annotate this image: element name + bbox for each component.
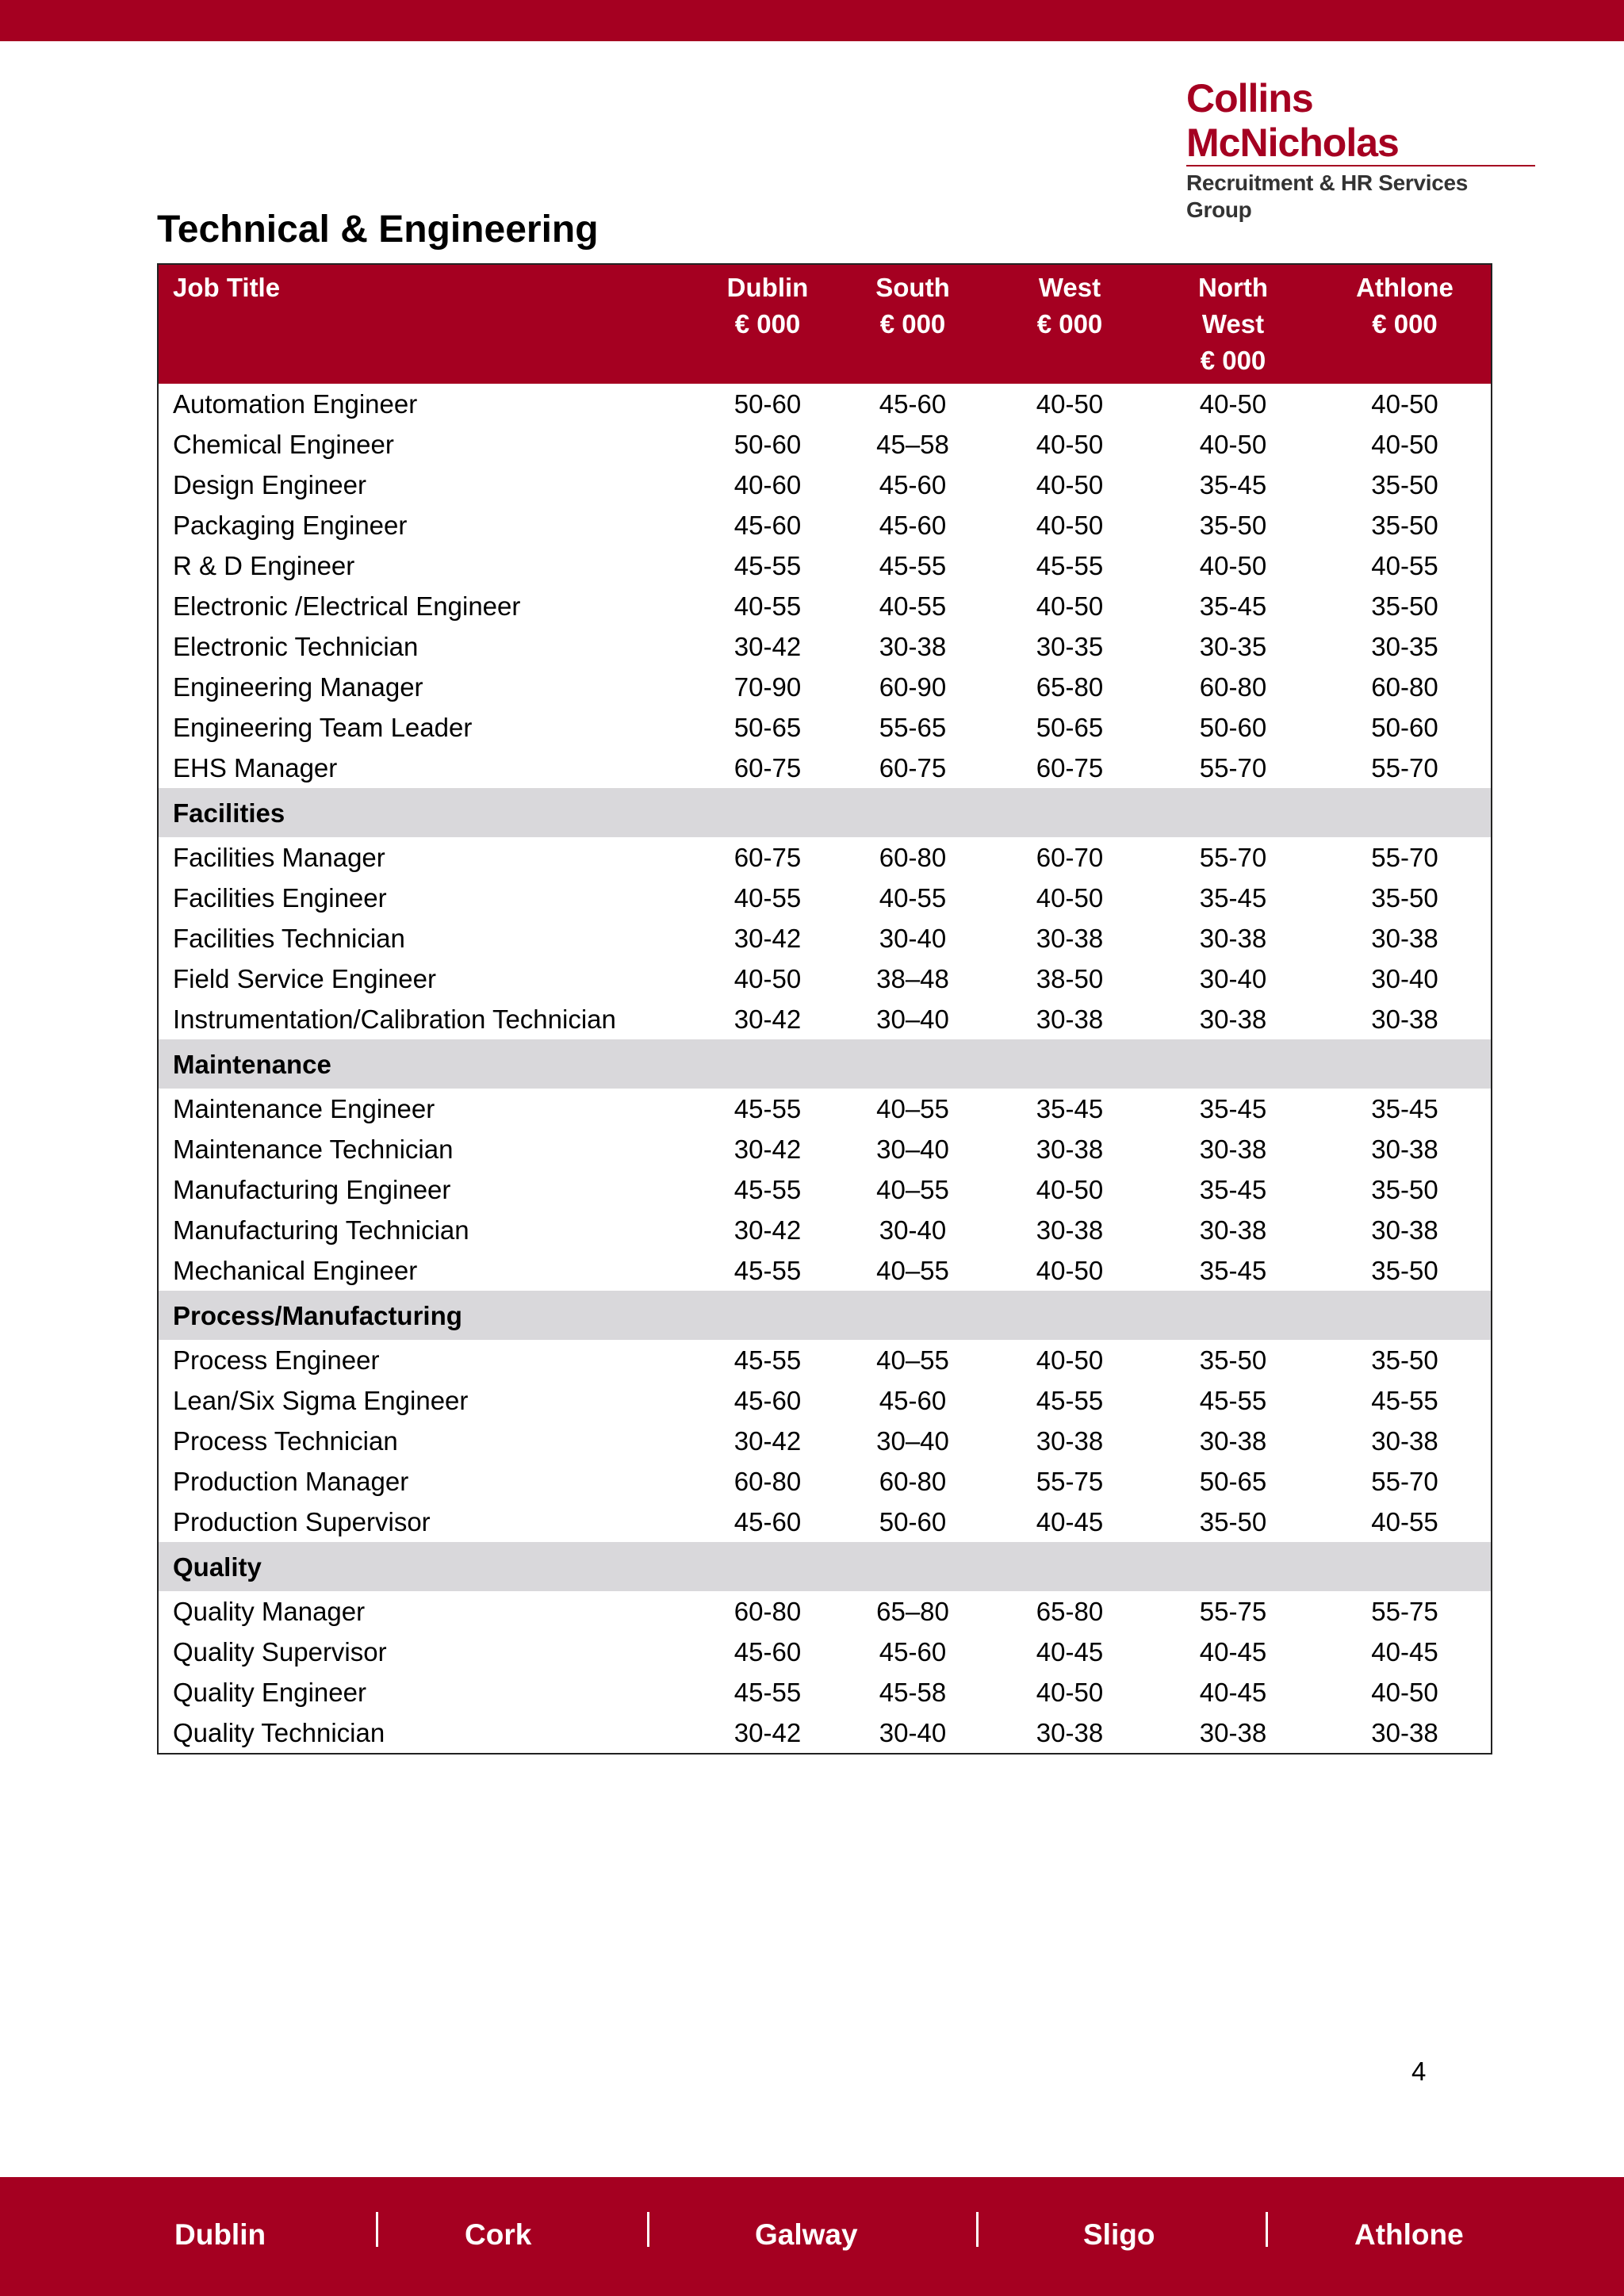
salary-cell-south: 45-60 — [879, 389, 947, 419]
salary-cell-dublin: 30-42 — [733, 1004, 802, 1034]
table-row — [159, 748, 1491, 788]
salary-cell-athlone: 55-70 — [1371, 1467, 1438, 1496]
office-galway: Galway — [755, 2218, 858, 2251]
salary-cell-athlone: 35-50 — [1371, 591, 1438, 621]
salary-cell-north-west: 35-45 — [1199, 1256, 1267, 1285]
salary-cell-west: 30-38 — [1036, 1718, 1104, 1747]
salary-cell-north-west: 45-55 — [1199, 1386, 1267, 1415]
table-row — [159, 384, 1491, 424]
salary-cell-south: 30-40 — [879, 924, 947, 953]
category-label: Maintenance — [159, 1039, 1491, 1089]
salary-cell-south: 40-55 — [879, 591, 947, 621]
salary-cell-south: 45-60 — [879, 1386, 947, 1415]
salary-cell-north-west: 50-65 — [1199, 1467, 1267, 1496]
job-title-cell: Engineering Manager — [173, 672, 423, 702]
salary-cell-south: 45-60 — [879, 470, 947, 499]
salary-cell-dublin: 60-75 — [733, 753, 802, 783]
job-title-cell: Production Supervisor — [173, 1507, 431, 1536]
table-row — [159, 707, 1491, 748]
salary-cell-south: 60-75 — [879, 753, 947, 783]
salary-cell-west: 30-38 — [1036, 1004, 1104, 1034]
salary-cell-south: 40-55 — [879, 883, 947, 913]
salary-cell-dublin: 40-55 — [733, 883, 802, 913]
job-title-cell: Design Engineer — [173, 470, 366, 499]
salary-cell-dublin: 45-60 — [733, 1507, 802, 1536]
salary-cell-dublin: 45-60 — [733, 511, 802, 540]
table-row — [159, 1672, 1491, 1712]
salary-cell-dublin: 70-90 — [733, 672, 802, 702]
salary-cell-dublin: 45-55 — [733, 1345, 802, 1375]
salary-cell-north-west: 30-38 — [1199, 1426, 1267, 1456]
header-north-west-line1: North — [1198, 273, 1268, 302]
job-title-cell: Manufacturing Technician — [173, 1215, 469, 1245]
salary-cell-athlone: 35-50 — [1371, 470, 1438, 499]
salary-cell-west: 40-45 — [1036, 1507, 1104, 1536]
salary-cell-south: 45-60 — [879, 511, 947, 540]
salary-cell-dublin: 50-60 — [733, 389, 802, 419]
office-separator — [647, 2212, 649, 2247]
salary-cell-west: 40-50 — [1036, 389, 1104, 419]
salary-cell-west: 40-50 — [1036, 430, 1104, 459]
salary-cell-dublin: 40-60 — [733, 470, 802, 499]
header-dublin-line2: € 000 — [734, 309, 801, 339]
table-row — [159, 667, 1491, 707]
salary-cell-west: 40-50 — [1036, 591, 1104, 621]
salary-cell-south: 40–55 — [876, 1094, 949, 1123]
salary-cell-dublin: 30-42 — [733, 1718, 802, 1747]
salary-cell-west: 40-50 — [1036, 511, 1104, 540]
salary-cell-north-west: 35-50 — [1199, 511, 1267, 540]
page-number: 4 — [1411, 2057, 1427, 2086]
header-athlone-line2: € 000 — [1372, 309, 1438, 339]
table-row — [159, 1129, 1491, 1169]
salary-cell-dublin: 45-60 — [733, 1637, 802, 1667]
table-body — [159, 384, 1491, 1753]
office-dublin: Dublin — [174, 2218, 266, 2251]
table-row — [159, 1502, 1491, 1542]
salary-cell-north-west: 60-80 — [1199, 672, 1267, 702]
salary-cell-athlone: 30-38 — [1371, 1004, 1438, 1034]
salary-cell-south: 55-65 — [879, 713, 947, 742]
salary-cell-north-west: 35-45 — [1199, 591, 1267, 621]
logo-name: Collins McNicholas — [1186, 76, 1399, 165]
job-title-cell: Quality Manager — [173, 1597, 366, 1626]
header-athlone-line1: Athlone — [1356, 273, 1454, 302]
salary-cell-athlone: 55-70 — [1371, 753, 1438, 783]
header-job-title: Job Title — [159, 265, 702, 384]
salary-cell-south: 40–55 — [876, 1256, 949, 1285]
salary-cell-north-west: 40-50 — [1199, 430, 1267, 459]
salary-cell-athlone: 40-50 — [1371, 389, 1438, 419]
salary-cell-west: 30-35 — [1036, 632, 1104, 661]
salary-cell-south: 45-55 — [879, 551, 947, 580]
salary-cell-dublin: 30-42 — [733, 1426, 802, 1456]
salary-cell-athlone: 40-55 — [1371, 1507, 1438, 1536]
salary-cell-west: 30-38 — [1036, 1426, 1104, 1456]
job-title-cell: Packaging Engineer — [173, 511, 408, 540]
header-north-west-line3: € 000 — [1200, 346, 1266, 375]
salary-cell-dublin: 30-42 — [733, 1135, 802, 1164]
salary-cell-north-west: 40-50 — [1199, 389, 1267, 419]
table-row — [159, 586, 1491, 626]
job-title-cell: Electronic /Electrical Engineer — [173, 591, 521, 621]
header-dublin — [702, 265, 833, 384]
category-row — [159, 788, 1491, 837]
salary-cell-north-west: 55-70 — [1199, 843, 1267, 872]
table-header-row — [159, 265, 1491, 384]
salary-cell-west: 65-80 — [1036, 672, 1104, 702]
salary-cell-athlone: 30-40 — [1371, 964, 1438, 993]
table-row — [159, 1712, 1491, 1753]
header-south-line2: € 000 — [879, 309, 946, 339]
category-row — [159, 1291, 1491, 1340]
salary-cell-dublin: 30-42 — [733, 924, 802, 953]
salary-cell-dublin: 45-55 — [733, 1094, 802, 1123]
salary-cell-south: 40–55 — [876, 1175, 949, 1204]
header-west-line2: € 000 — [1036, 309, 1103, 339]
salary-cell-north-west: 55-75 — [1199, 1597, 1267, 1626]
salary-cell-athlone: 30-38 — [1371, 1135, 1438, 1164]
salary-cell-north-west: 35-45 — [1199, 1175, 1267, 1204]
salary-cell-dublin: 50-65 — [733, 713, 802, 742]
salary-cell-north-west: 35-45 — [1199, 470, 1267, 499]
table-row — [159, 1089, 1491, 1129]
salary-cell-south: 60-80 — [879, 843, 947, 872]
salary-cell-south: 30–40 — [876, 1135, 949, 1164]
salary-cell-athlone: 35-50 — [1371, 1175, 1438, 1204]
salary-cell-athlone: 30-35 — [1371, 632, 1438, 661]
salary-cell-west: 50-65 — [1036, 713, 1104, 742]
job-title-cell: Maintenance Technician — [173, 1135, 454, 1164]
salary-cell-south: 30-40 — [879, 1718, 947, 1747]
category-label: Process/Manufacturing — [159, 1291, 1491, 1340]
job-title-cell: R & D Engineer — [173, 551, 355, 580]
salary-cell-athlone: 55-70 — [1371, 843, 1438, 872]
job-title-cell: Process Technician — [173, 1426, 398, 1456]
salary-cell-north-west: 40-45 — [1199, 1637, 1267, 1667]
salary-cell-south: 45-58 — [879, 1678, 947, 1707]
office-separator — [976, 2212, 979, 2247]
office-athlone: Athlone — [1354, 2218, 1464, 2251]
salary-cell-north-west: 30-38 — [1199, 924, 1267, 953]
salary-cell-north-west: 30-40 — [1199, 964, 1267, 993]
salary-cell-athlone: 40-55 — [1371, 551, 1438, 580]
table-row — [159, 1591, 1491, 1632]
table-row — [159, 918, 1491, 959]
section-title: Technical & Engineering — [157, 209, 599, 251]
salary-cell-south: 30-38 — [879, 632, 947, 661]
salary-cell-athlone: 30-38 — [1371, 1426, 1438, 1456]
job-title-cell: Chemical Engineer — [173, 430, 394, 459]
salary-cell-north-west: 35-45 — [1199, 883, 1267, 913]
table-row — [159, 505, 1491, 545]
salary-cell-athlone: 50-60 — [1371, 713, 1438, 742]
salary-cell-west: 40-50 — [1036, 1678, 1104, 1707]
salary-cell-north-west: 30-38 — [1199, 1718, 1267, 1747]
salary-cell-north-west: 40-45 — [1199, 1678, 1267, 1707]
salary-cell-athlone: 35-45 — [1371, 1094, 1438, 1123]
salary-cell-west: 30-38 — [1036, 924, 1104, 953]
table-row — [159, 424, 1491, 465]
salary-cell-north-west: 40-50 — [1199, 551, 1267, 580]
table-row — [159, 1421, 1491, 1461]
job-title-cell: Lean/Six Sigma Engineer — [173, 1386, 469, 1415]
salary-cell-athlone: 30-38 — [1371, 924, 1438, 953]
job-title-cell: Instrumentation/Calibration Technician — [173, 1004, 616, 1034]
salary-cell-north-west: 30-35 — [1199, 632, 1267, 661]
job-title-cell: Facilities Engineer — [173, 883, 387, 913]
job-title-cell: Production Manager — [173, 1467, 409, 1496]
top-brand-bar — [0, 0, 1624, 41]
office-cork: Cork — [465, 2218, 532, 2251]
salary-cell-dublin: 40-50 — [733, 964, 802, 993]
salary-cell-west: 30-38 — [1036, 1135, 1104, 1164]
header-south — [833, 265, 992, 384]
salary-cell-dublin: 30-42 — [733, 632, 802, 661]
table-row — [159, 465, 1491, 505]
category-label: Facilities — [159, 788, 1491, 837]
salary-cell-north-west: 35-50 — [1199, 1345, 1267, 1375]
salary-cell-south: 30–40 — [876, 1426, 949, 1456]
table-row — [159, 1632, 1491, 1672]
logo-tagline: Recruitment & HR Services Group — [1186, 170, 1469, 222]
salary-cell-west: 38-50 — [1036, 964, 1104, 993]
salary-cell-north-west: 30-38 — [1199, 1135, 1267, 1164]
salary-cell-west: 40-50 — [1036, 1345, 1104, 1375]
salary-cell-dublin: 45-55 — [733, 551, 802, 580]
table-row — [159, 1461, 1491, 1502]
table-row — [159, 959, 1491, 999]
salary-cell-west: 40-50 — [1036, 883, 1104, 913]
table-row — [159, 999, 1491, 1039]
salary-table-container — [157, 263, 1492, 1755]
footer-offices-bar — [0, 2177, 1624, 2296]
salary-cell-north-west: 30-38 — [1199, 1215, 1267, 1245]
salary-cell-south: 60-80 — [879, 1467, 947, 1496]
salary-cell-south: 38–48 — [876, 964, 949, 993]
job-title-cell: Quality Supervisor — [173, 1637, 387, 1667]
job-title-cell: Engineering Team Leader — [173, 713, 473, 742]
salary-cell-south: 30–40 — [876, 1004, 949, 1034]
salary-cell-athlone: 45-55 — [1371, 1386, 1438, 1415]
job-title-cell: Maintenance Engineer — [173, 1094, 435, 1123]
salary-cell-south: 45-60 — [879, 1637, 947, 1667]
salary-cell-athlone: 35-50 — [1371, 1345, 1438, 1375]
salary-cell-west: 35-45 — [1036, 1094, 1104, 1123]
job-title-cell: Automation Engineer — [173, 389, 418, 419]
salary-cell-south: 45–58 — [876, 430, 949, 459]
office-separator — [1266, 2212, 1268, 2247]
salary-cell-west: 40-50 — [1036, 1256, 1104, 1285]
table-row — [159, 1380, 1491, 1421]
header-south-line1: South — [875, 273, 950, 302]
category-label: Quality — [159, 1542, 1491, 1591]
job-title-cell: Facilities Technician — [173, 924, 405, 953]
salary-cell-north-west: 50-60 — [1199, 713, 1267, 742]
job-title-cell: Process Engineer — [173, 1345, 380, 1375]
salary-cell-athlone: 35-50 — [1371, 883, 1438, 913]
salary-cell-dublin: 45-55 — [733, 1175, 802, 1204]
table-row — [159, 837, 1491, 878]
salary-cell-west: 65-80 — [1036, 1597, 1104, 1626]
salary-cell-north-west: 55-70 — [1199, 753, 1267, 783]
salary-table — [159, 265, 1491, 1753]
salary-cell-west: 60-70 — [1036, 843, 1104, 872]
table-row — [159, 1340, 1491, 1380]
office-sligo: Sligo — [1083, 2218, 1155, 2251]
header-dublin-line1: Dublin — [726, 273, 809, 302]
salary-cell-south: 65–80 — [876, 1597, 949, 1626]
salary-cell-north-west: 30-38 — [1199, 1004, 1267, 1034]
table-row — [159, 1210, 1491, 1250]
table-row — [159, 1169, 1491, 1210]
salary-cell-athlone: 30-38 — [1371, 1718, 1438, 1747]
salary-cell-dublin: 60-80 — [733, 1467, 802, 1496]
salary-cell-athlone: 40-45 — [1371, 1637, 1438, 1667]
salary-cell-south: 40–55 — [876, 1345, 949, 1375]
salary-cell-athlone: 40-50 — [1371, 1678, 1438, 1707]
salary-cell-west: 40-50 — [1036, 1175, 1104, 1204]
salary-cell-west: 45-55 — [1036, 551, 1104, 580]
salary-cell-west: 55-75 — [1036, 1467, 1104, 1496]
salary-cell-south: 30-40 — [879, 1215, 947, 1245]
table-row — [159, 626, 1491, 667]
salary-cell-athlone: 35-50 — [1371, 511, 1438, 540]
logo-divider — [1186, 165, 1535, 166]
job-title-cell: Quality Engineer — [173, 1678, 366, 1707]
table-row — [159, 878, 1491, 918]
salary-cell-south: 50-60 — [879, 1507, 947, 1536]
salary-cell-athlone: 30-38 — [1371, 1215, 1438, 1245]
header-athlone — [1319, 265, 1491, 384]
salary-cell-west: 60-75 — [1036, 753, 1104, 783]
job-title-cell: Manufacturing Engineer — [173, 1175, 451, 1204]
salary-cell-athlone: 35-50 — [1371, 1256, 1438, 1285]
salary-cell-north-west: 35-50 — [1199, 1507, 1267, 1536]
salary-cell-south: 60-90 — [879, 672, 947, 702]
category-row — [159, 1542, 1491, 1591]
salary-cell-west: 40-45 — [1036, 1637, 1104, 1667]
salary-cell-dublin: 50-60 — [733, 430, 802, 459]
salary-cell-athlone: 40-50 — [1371, 430, 1438, 459]
job-title-cell: Quality Technician — [173, 1718, 385, 1747]
header-west-line1: West — [1038, 273, 1101, 302]
job-title-cell: Facilities Manager — [173, 843, 385, 872]
job-title-cell: Field Service Engineer — [173, 964, 436, 993]
salary-cell-dublin: 60-75 — [733, 843, 802, 872]
office-separator — [376, 2212, 378, 2247]
header-north-west — [1147, 265, 1319, 384]
table-row — [159, 545, 1491, 586]
salary-cell-dublin: 45-55 — [733, 1256, 802, 1285]
company-logo — [1186, 76, 1535, 224]
salary-cell-west: 45-55 — [1036, 1386, 1104, 1415]
category-row — [159, 1039, 1491, 1089]
salary-cell-dublin: 45-60 — [733, 1386, 802, 1415]
header-north-west-line2: West — [1201, 309, 1265, 339]
job-title-cell: Mechanical Engineer — [173, 1256, 418, 1285]
header-west — [992, 265, 1147, 384]
salary-cell-west: 30-38 — [1036, 1215, 1104, 1245]
job-title-cell: EHS Manager — [173, 753, 338, 783]
salary-cell-west: 40-50 — [1036, 470, 1104, 499]
salary-cell-dublin: 30-42 — [733, 1215, 802, 1245]
salary-cell-dublin: 40-55 — [733, 591, 802, 621]
salary-cell-dublin: 45-55 — [733, 1678, 802, 1707]
salary-cell-dublin: 60-80 — [733, 1597, 802, 1626]
salary-cell-north-west: 35-45 — [1199, 1094, 1267, 1123]
salary-cell-athlone: 60-80 — [1371, 672, 1438, 702]
job-title-cell: Electronic Technician — [173, 632, 419, 661]
salary-cell-athlone: 55-75 — [1371, 1597, 1438, 1626]
table-row — [159, 1250, 1491, 1291]
